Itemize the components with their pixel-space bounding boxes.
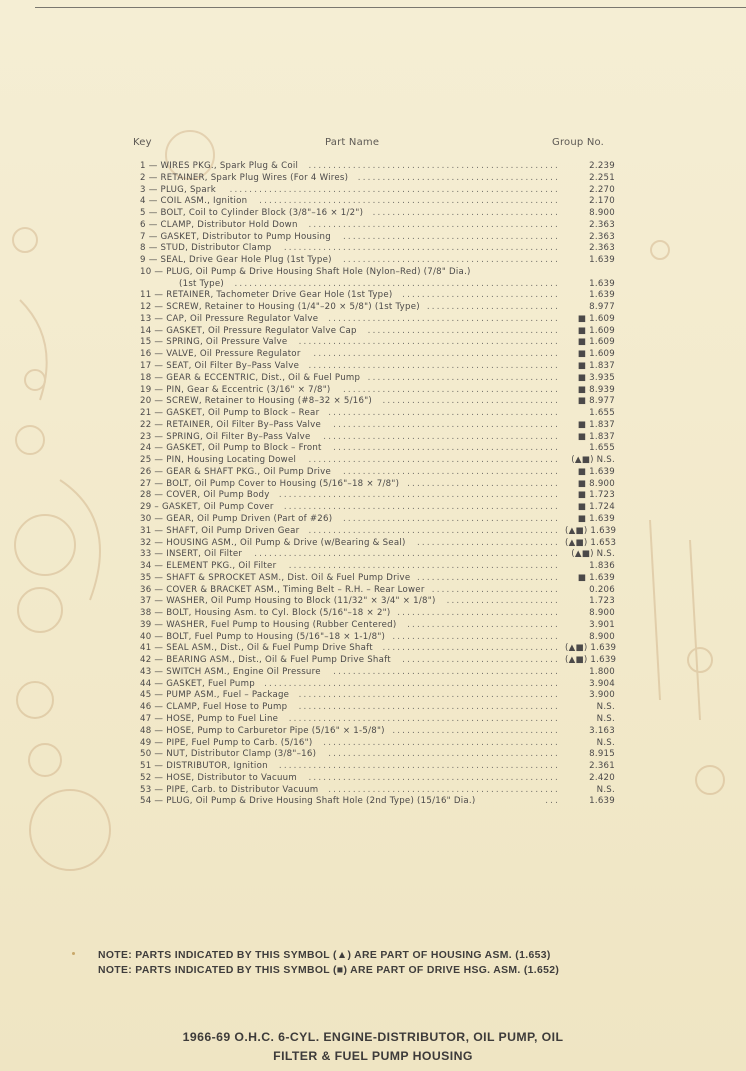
part-group-number: 1.639 [589, 290, 615, 301]
part-description: 36 — COVER & BRACKET ASM., Timing Belt – R.H. – Rear Lower [140, 584, 425, 595]
part-group-number: ■ 1.639 [577, 513, 615, 524]
part-row [140, 502, 615, 514]
part-group-number: 8.977 [589, 302, 615, 313]
leader-dots: ............................................................. [259, 196, 560, 207]
leader-dots: ......................................................... [278, 490, 560, 501]
leader-dots: .................................................. [313, 349, 560, 360]
leader-dots: ................................................... [308, 219, 560, 230]
part-group-number: 1.655 [589, 408, 615, 419]
part-group-number: 2.363 [589, 231, 615, 242]
part-row [140, 302, 615, 314]
part-row [140, 349, 615, 361]
part-description: 20 — SCREW, Retainer to Housing (#8–32 × 5/16") [140, 396, 372, 407]
part-row [140, 279, 615, 291]
part-group-number: 1.836 [589, 561, 615, 572]
part-row [140, 573, 615, 585]
part-row [140, 185, 615, 197]
leader-dots: ............................... [407, 478, 560, 489]
part-description: 44 — GASKET, Fuel Pump [140, 678, 255, 689]
leader-dots: ............................... [407, 619, 560, 630]
leader-dots: .......................... [431, 584, 560, 595]
part-group-number: ■ 1.837 [577, 431, 615, 442]
leader-dots: ............................................... [328, 313, 560, 324]
part-description: 17 — SEAT, Oil Filter By–Pass Valve [140, 361, 300, 372]
part-group-number: ■ 8.977 [577, 396, 615, 407]
part-group-number: 3.901 [589, 619, 615, 630]
part-description: 32 — HOUSING ASM., Oil Pump & Drive (w/Bearing & Seal) [140, 537, 406, 548]
part-group-number: N.S. [596, 713, 615, 724]
part-description: 1 — WIRES PKG., Spark Plug & Coil [140, 161, 299, 171]
leader-dots: ............................................... [328, 408, 560, 419]
part-group-number: (▲■) 1.653 [565, 537, 617, 548]
parts-list [140, 161, 615, 808]
page-title-line-1: 1966-69 O.H.C. 6-CYL. ENGINE-DISTRIBUTOR, OIL PUMP, OIL [182, 1030, 564, 1044]
part-row [140, 620, 615, 632]
part-row [140, 596, 615, 608]
part-description: 40 — BOLT, Fuel Pump to Housing (5/16"–18 × 1-1/8") [140, 631, 386, 642]
part-row [140, 408, 615, 420]
leader-dots: ..................................................... [298, 337, 560, 348]
part-description: 16 — VALVE, Oil Pressure Regulator [140, 349, 301, 360]
leader-dots: ........................... [426, 302, 560, 313]
part-description: 26 — GEAR & SHAFT PKG., Oil Pump Drive [140, 466, 332, 477]
part-group-number: ■ 8.900 [577, 478, 615, 489]
part-row [140, 796, 615, 808]
part-row [140, 443, 615, 455]
part-description: 42 — BEARING ASM., Dist., Oil & Fuel Pump Drive Shaft [140, 655, 391, 666]
part-row [140, 196, 615, 208]
part-group-number: 1.723 [589, 596, 615, 607]
note-drive-housing: NOTE: PARTS INDICATED BY THIS SYMBOL (■) ARE PART OF DRIVE HSG. ASM. (1.652) [98, 965, 560, 976]
part-description: 2 — RETAINER, Spark Plug Wires (For 4 Wires) [140, 172, 349, 183]
leader-dots: .................................. [392, 631, 560, 642]
group-no-column-header: Group No. [552, 137, 605, 148]
part-row [140, 243, 615, 255]
part-description: 52 — HOSE, Distributor to Vacuum [140, 772, 297, 783]
part-row [140, 314, 615, 326]
part-row [140, 432, 615, 444]
leader-dots: ........................................................ [283, 243, 560, 254]
part-group-number: ■ 1.723 [577, 490, 615, 501]
part-group-number: (▲■) N.S. [571, 455, 615, 466]
part-description: 28 — COVER, Oil Pump Body [140, 490, 270, 501]
part-description: 35 — SHAFT & SPROCKET ASM., Dist. Oil & Fuel Pump Drive [140, 572, 411, 583]
part-group-number: (▲■) N.S. [571, 549, 615, 560]
part-description: 53 — PIPE, Carb. to Distributor Vacuum [140, 784, 319, 795]
part-description: 25 — PIN, Housing Locating Dowel [140, 455, 297, 466]
part-group-number: ■ 8.939 [577, 384, 615, 395]
part-row [140, 373, 615, 385]
part-row [140, 337, 615, 349]
part-description: 47 — HOSE, Pump to Fuel Line [140, 713, 279, 724]
part-row [140, 585, 615, 597]
part-row [140, 490, 615, 502]
part-group-number: N.S. [596, 702, 615, 713]
part-group-number: ■ 1.837 [577, 419, 615, 430]
part-group-number: 1.800 [589, 666, 615, 677]
part-row [140, 608, 615, 620]
part-description: 18 — GEAR & ECCENTRIC, Dist., Oil & Fuel Pump [140, 372, 361, 383]
part-description: 21 — GASKET, Oil Pump to Block – Rear [140, 408, 320, 419]
part-name-column-header: Part Name [325, 137, 380, 148]
part-group-number: 3.163 [589, 725, 615, 736]
note-housing: NOTE: PARTS INDICATED BY THIS SYMBOL (▲) ARE PART OF HOUSING ASM. (1.653) [98, 950, 551, 961]
part-row [140, 208, 615, 220]
part-description: 24 — GASKET, Oil Pump to Block – Front [140, 443, 322, 454]
part-row [140, 220, 615, 232]
part-row [140, 714, 615, 726]
part-description: 50 — NUT, Distributor Clamp (3/8"–16) [140, 749, 317, 760]
part-row [140, 526, 615, 538]
part-group-number: 0.206 [589, 584, 615, 595]
leader-dots: ............................................... [328, 749, 560, 760]
part-row [140, 690, 615, 702]
part-group-number: ■ 1.639 [577, 466, 615, 477]
part-row [140, 420, 615, 432]
part-description: 29 – GASKET, Oil Pump Cover [140, 502, 274, 513]
part-group-number: 2.270 [589, 184, 615, 195]
part-row [140, 785, 615, 797]
leader-dots: ................................ [402, 290, 560, 301]
leader-dots: ................................................... [308, 161, 560, 171]
part-description: 45 — PUMP ASM., Fuel – Package [140, 690, 290, 701]
part-group-number: ■ 1.724 [577, 502, 615, 513]
leader-dots: .............................................. [333, 419, 560, 430]
part-description: 51 — DISTRIBUTOR, Ignition [140, 761, 268, 772]
part-description: 38 — BOLT, Housing Asm. to Cyl. Block (5/16"–18 × 2") [140, 608, 391, 619]
leader-dots: ............................................ [343, 466, 560, 477]
part-row [140, 396, 615, 408]
part-description: 43 — SWITCH ASM., Engine Oil Pressure [140, 666, 321, 677]
part-description: 11 — RETAINER, Tachometer Drive Gear Hole (1st Type) [140, 290, 393, 301]
part-description: 27 — BOLT, Oil Pump Cover to Housing (5/16"–18 × 7/8") [140, 478, 400, 489]
leader-dots: ............................................ [343, 255, 560, 266]
leader-dots: .................................................................. [234, 278, 560, 289]
part-row [140, 455, 615, 467]
part-group-number: 1.639 [589, 278, 615, 289]
leader-dots: .............................................................. [254, 549, 560, 560]
part-row [140, 385, 615, 397]
leader-dots: ............................................ [343, 384, 560, 395]
part-group-number: ■ 1.639 [577, 572, 615, 583]
leader-dots: ................................................................... [229, 184, 560, 195]
part-description: 31 — SHAFT, Oil Pump Driven Gear [140, 525, 300, 536]
part-group-number: 2.170 [589, 196, 615, 207]
part-description: 41 — SEAL ASM., Dist., Oil & Fuel Pump Drive Shaft [140, 643, 373, 654]
part-row [140, 667, 615, 679]
part-group-number: ■ 1.609 [577, 337, 615, 348]
part-row [140, 267, 615, 279]
leader-dots: ... [545, 796, 560, 807]
part-row [140, 255, 615, 267]
part-group-number: ■ 1.837 [577, 361, 615, 372]
part-group-number: 2.420 [589, 772, 615, 783]
part-group-number: 3.904 [589, 678, 615, 689]
leader-dots: .................................. [392, 725, 560, 736]
part-description: 54 — PLUG, Oil Pump & Drive Housing Shaft Hole (2nd Type) (15/16" Dia.) [140, 796, 476, 807]
part-group-number: 1.655 [589, 443, 615, 454]
part-description: 12 — SCREW, Retainer to Housing (1/4"–20 × 5/8") (1st Type) [140, 302, 420, 313]
part-description: 13 — CAP, Oil Pressure Regulator Valve [140, 313, 319, 324]
leader-dots: ...................................... [372, 208, 560, 219]
part-row [140, 173, 615, 185]
part-group-number: N.S. [596, 737, 615, 748]
part-description: 30 — GEAR, Oil Pump Driven (Part of #26) [140, 513, 333, 524]
part-description: 8 — STUD, Distributor Clamp [140, 243, 272, 254]
part-group-number: ■ 1.609 [577, 325, 615, 336]
part-description: 14 — GASKET, Oil Pressure Regulator Valve Cap [140, 325, 357, 336]
part-description: 37 — WASHER, Oil Pump Housing to Block (11/32" × 3/4" × 1/8") [140, 596, 436, 607]
part-description: (1st Type) [179, 278, 224, 289]
leader-dots: ....................... [446, 596, 560, 607]
part-group-number: 1.639 [589, 796, 615, 807]
part-description: 5 — BOLT, Coil to Cylinder Block (3/8"–16 × 1/2") [140, 208, 364, 219]
part-row [140, 467, 615, 479]
leader-dots: ................................................... [308, 455, 560, 466]
part-row [140, 749, 615, 761]
part-description: 34 — ELEMENT PKG., Oil Filter [140, 561, 277, 572]
leader-dots: ................................................... [308, 525, 560, 536]
part-group-number: 2.363 [589, 243, 615, 254]
leader-dots: ....................................... [367, 372, 560, 383]
part-group-number: ■ 3.935 [577, 372, 615, 383]
part-row [140, 549, 615, 561]
part-row [140, 361, 615, 373]
part-group-number: (▲■) 1.639 [565, 643, 617, 654]
table-header [0, 137, 746, 153]
leader-dots: ......................................... [357, 172, 560, 183]
leader-dots: ............................................ [343, 513, 560, 524]
leader-dots: ............................................................ [264, 678, 560, 689]
part-row [140, 290, 615, 302]
part-row [140, 561, 615, 573]
part-description: 23 — SPRING, Oil Filter By–Pass Valve [140, 431, 311, 442]
part-description: 6 — CLAMP, Distributor Hold Down [140, 219, 298, 230]
part-description: 15 — SPRING, Oil Pressure Valve [140, 337, 288, 348]
page-title-line-2: FILTER & FUEL PUMP HOUSING [273, 1049, 473, 1063]
leader-dots: .................................... [382, 396, 560, 407]
part-row [140, 479, 615, 491]
part-group-number: 2.363 [589, 219, 615, 230]
leader-dots: ....................................................... [288, 561, 560, 572]
part-row [140, 738, 615, 750]
part-row [140, 643, 615, 655]
part-row [140, 538, 615, 550]
part-description: 9 — SEAL, Drive Gear Hole Plug (1st Type) [140, 255, 332, 266]
part-description: 3 — PLUG, Spark [140, 184, 216, 195]
leader-dots: ............................................ [343, 231, 560, 242]
part-description: 39 — WASHER, Fuel Pump to Housing (Rubber Centered) [140, 619, 397, 630]
leader-dots: ............................................... [328, 784, 560, 795]
leader-dots: ....................................... [367, 325, 560, 336]
part-group-number: (▲■) 1.639 [565, 655, 617, 666]
leader-dots: ................................................ [323, 431, 560, 442]
part-row [140, 514, 615, 526]
part-row [140, 161, 615, 173]
part-description: 49 — PIPE, Fuel Pump to Carb. (5/16") [140, 737, 313, 748]
part-description: 7 — GASKET, Distributor to Pump Housing [140, 231, 331, 242]
part-description: 10 — PLUG, Oil Pump & Drive Housing Shaft Hole (Nylon–Red) (7/8" Dia.) [140, 266, 471, 277]
part-row [140, 726, 615, 738]
leader-dots: ............................. [416, 537, 560, 548]
part-description: 48 — HOSE, Pump to Carburetor Pipe (5/16" × 1-5/8") [140, 725, 385, 736]
part-description: 46 — CLAMP, Fuel Hose to Pump [140, 702, 288, 713]
part-group-number: ■ 1.609 [577, 349, 615, 360]
leader-dots: .............................................. [333, 666, 560, 677]
leader-dots: .................................... [382, 643, 560, 654]
part-group-number: 3.900 [589, 690, 615, 701]
leader-dots: ................................................... [308, 361, 560, 372]
part-row [140, 655, 615, 667]
part-group-number: 8.900 [589, 208, 615, 219]
leader-dots: ............................. [416, 572, 560, 583]
key-column-header: Key [133, 137, 152, 148]
part-row [140, 679, 615, 691]
part-row [140, 702, 615, 714]
part-group-number: N.S. [596, 784, 615, 795]
leader-dots: ................................................... [308, 772, 560, 783]
part-group-number: 2.239 [589, 161, 615, 171]
leader-dots: ..................................................... [298, 690, 560, 701]
part-row [140, 632, 615, 644]
part-row [140, 232, 615, 244]
leader-dots: .............................................. [333, 443, 560, 454]
part-group-number: 1.639 [589, 255, 615, 266]
part-group-number: ■ 1.609 [577, 313, 615, 324]
part-description: 19 — PIN, Gear & Eccentric (3/16" × 7/8") [140, 384, 331, 395]
part-row [140, 326, 615, 338]
part-group-number: 2.251 [589, 172, 615, 183]
part-description: 22 — RETAINER, Oil Filter By–Pass Valve [140, 419, 321, 430]
part-row [140, 773, 615, 785]
leader-dots: ..................................................... [298, 702, 560, 713]
leader-dots: ................................ [402, 655, 560, 666]
part-row [140, 761, 615, 773]
part-description: 4 — COIL ASM., Ignition [140, 196, 248, 207]
part-description: 33 — INSERT, Oil Filter [140, 549, 243, 560]
leader-dots: ......................................................... [278, 761, 560, 772]
part-group-number: (▲■) 1.639 [565, 525, 617, 536]
part-group-number: 8.900 [589, 608, 615, 619]
leader-dots: ........................................................ [283, 502, 560, 513]
part-group-number: 8.900 [589, 631, 615, 642]
paper-speck [72, 952, 75, 955]
part-group-number: 8.915 [589, 749, 615, 760]
leader-dots: ................................................ [323, 737, 560, 748]
leader-dots: ....................................................... [288, 713, 560, 724]
leader-dots: ................................. [397, 608, 560, 619]
part-group-number: 2.361 [589, 761, 615, 772]
